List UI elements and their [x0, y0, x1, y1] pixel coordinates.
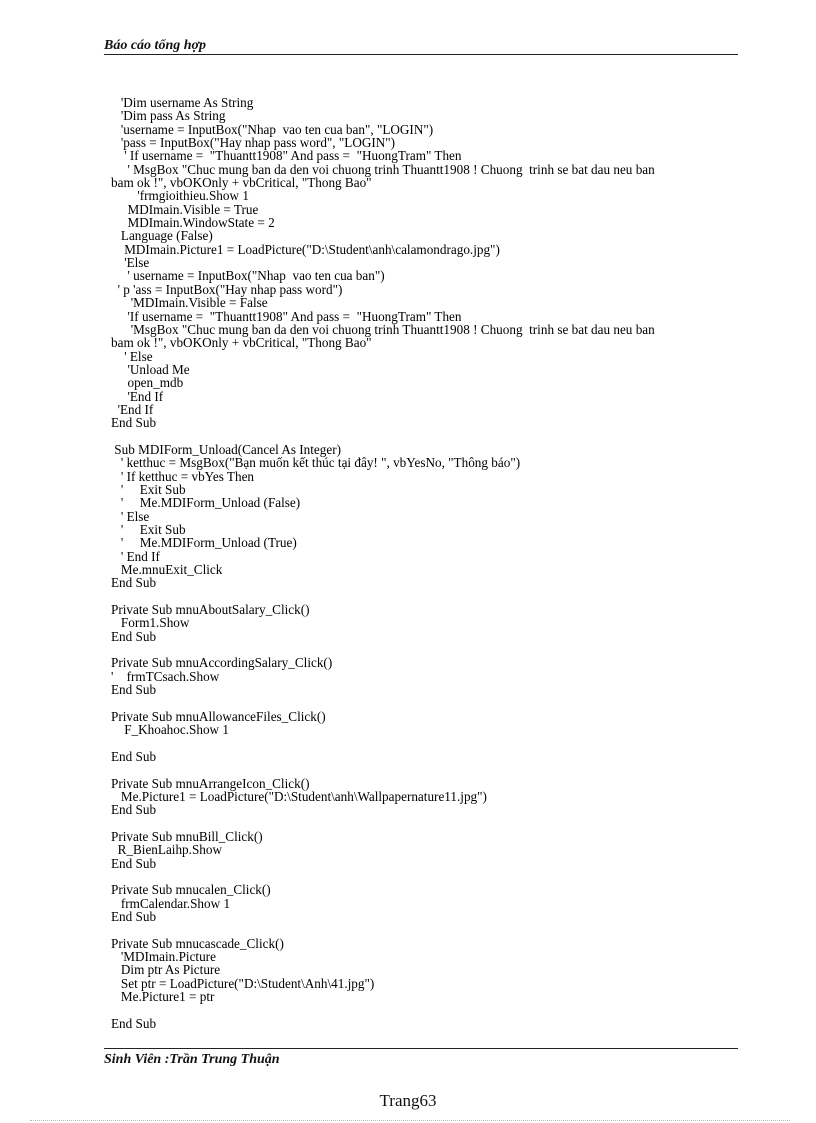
code-line: End Sub	[111, 415, 157, 431]
code-line: Set ptr = LoadPicture("D:\Student\Anh\41.jpg")	[111, 975, 375, 991]
page-bottom-border	[30, 1120, 790, 1121]
code-line	[111, 870, 737, 883]
code-line: Private Sub mnucascade_Click()	[111, 935, 284, 951]
code-line: Dim ptr As Picture	[111, 962, 221, 978]
code-line: Private Sub mnuArrangeIcon_Click()	[111, 775, 310, 791]
code-line: Me.Picture1 = LoadPicture("D:\Student\anh\Wallpapernature11.jpg")	[111, 788, 487, 804]
code-line	[111, 737, 737, 750]
code-line: Private Sub mnuAccordingSalary_Click()	[111, 655, 333, 671]
code-line: Me.Picture1 = ptr	[111, 989, 215, 1005]
code-listing	[111, 96, 737, 1030]
code-line: R_BienLaihp.Show	[111, 842, 222, 858]
code-line: open_mdb	[111, 375, 184, 391]
code-line	[111, 923, 737, 936]
code-line	[111, 763, 737, 776]
code-line: MDImain.Picture1 = LoadPicture("D:\Student\anh\calamondrago.jpg")	[111, 241, 500, 257]
code-line: End Sub	[111, 908, 157, 924]
header-title: Báo cáo tổng hợp	[104, 38, 207, 53]
code-line: frmCalendar.Show 1	[111, 895, 231, 911]
code-line: Language (False)	[111, 228, 213, 244]
code-line: ' Exit Sub	[111, 481, 186, 497]
code-line: ' Else	[111, 348, 153, 364]
code-line	[111, 643, 737, 656]
code-line: F_Khoahoc.Show 1	[111, 722, 229, 738]
code-line: End Sub	[111, 682, 157, 698]
code-line: ' If username = "Thuantt1908" And pass = "HuongTram" Then	[111, 148, 462, 164]
code-line: 'End If	[111, 401, 154, 417]
code-line: 'username = InputBox("Nhap vao ten cua ban", "LOGIN")	[111, 121, 434, 137]
code-line: MDImain.Visible = True	[111, 201, 259, 217]
code-line: End Sub	[111, 855, 157, 871]
code-line: ' username = InputBox("Nhap vao ten cua ban")	[111, 268, 385, 284]
code-line: Private Sub mnucalen_Click()	[111, 882, 271, 898]
code-line: 'MsgBox "Chuc mung ban da den voi chuong trinh Thuantt1908 ! Chuong trinh se bat dau neu ban	[111, 321, 655, 337]
code-line: End Sub	[111, 628, 157, 644]
header-divider	[104, 54, 738, 55]
code-line: bam ok !", vbOKOnly + vbCritical, "Thong Bao"	[111, 175, 372, 191]
code-line: ' frmTCsach.Show	[111, 668, 220, 684]
code-line	[111, 590, 737, 603]
code-line: 'Else	[111, 255, 150, 271]
code-line: bam ok !", vbOKOnly + vbCritical, "Thong Bao"	[111, 335, 372, 351]
page-number: Trang63	[379, 1091, 437, 1110]
code-line: Private Sub mnuBill_Click()	[111, 828, 263, 844]
code-line: 'MDImain.Visible = False	[111, 295, 268, 311]
code-line: End Sub	[111, 575, 157, 591]
code-line: 'MDImain.Picture	[111, 949, 216, 964]
code-line: 'Dim username As String	[111, 95, 254, 110]
code-line: Private Sub mnuAllowanceFiles_Click()	[111, 708, 326, 724]
code-line: 'Unload Me	[111, 361, 190, 377]
code-line	[111, 817, 737, 830]
code-line: ' MsgBox "Chuc mung ban da den voi chuong trinh Thuantt1908 ! Chuong trinh se bat dau neu ban	[111, 161, 655, 177]
code-line	[111, 430, 737, 443]
code-line: Form1.Show	[111, 615, 190, 631]
code-line: 'pass = InputBox("Hay nhap pass word", "LOGIN")	[111, 135, 396, 151]
code-line: 'If username = "Thuantt1908" And pass = "HuongTram" Then	[111, 308, 462, 324]
code-line: End Sub	[111, 802, 157, 818]
code-line: ' Exit Sub	[111, 522, 186, 537]
code-line: 'Dim pass As String	[111, 108, 226, 124]
code-line	[111, 696, 737, 709]
code-line: ' ketthuc = MsgBox("Bạn muốn kết thúc tại đây! ", vbYesNo, "Thông báo")	[111, 455, 521, 471]
code-line: Me.mnuExit_Click	[111, 562, 223, 578]
code-line: ' p 'ass = InputBox("Hay nhap pass word")	[111, 281, 343, 297]
code-line: ' If ketthuc = vbYes Then	[111, 468, 255, 484]
footer-divider	[104, 1048, 738, 1049]
code-line: End Sub	[111, 748, 157, 764]
code-line: ' Me.MDIForm_Unload (True)	[111, 535, 297, 551]
code-line: Private Sub mnuAboutSalary_Click()	[111, 602, 310, 618]
code-line: 'frmgioithieu.Show 1	[111, 188, 249, 204]
code-line: Sub MDIForm_Unload(Cancel As Integer)	[111, 441, 342, 457]
code-line: ' Else	[111, 508, 150, 524]
code-line	[111, 1003, 737, 1016]
code-line: End Sub	[111, 1015, 157, 1031]
code-line: 'End If	[111, 388, 164, 404]
code-line: ' End If	[111, 548, 160, 564]
code-line: MDImain.WindowState = 2	[111, 215, 275, 231]
code-line: ' Me.MDIForm_Unload (False)	[111, 495, 301, 511]
footer-author: Sinh Viên :Trần Trung Thuận	[104, 1052, 280, 1066]
